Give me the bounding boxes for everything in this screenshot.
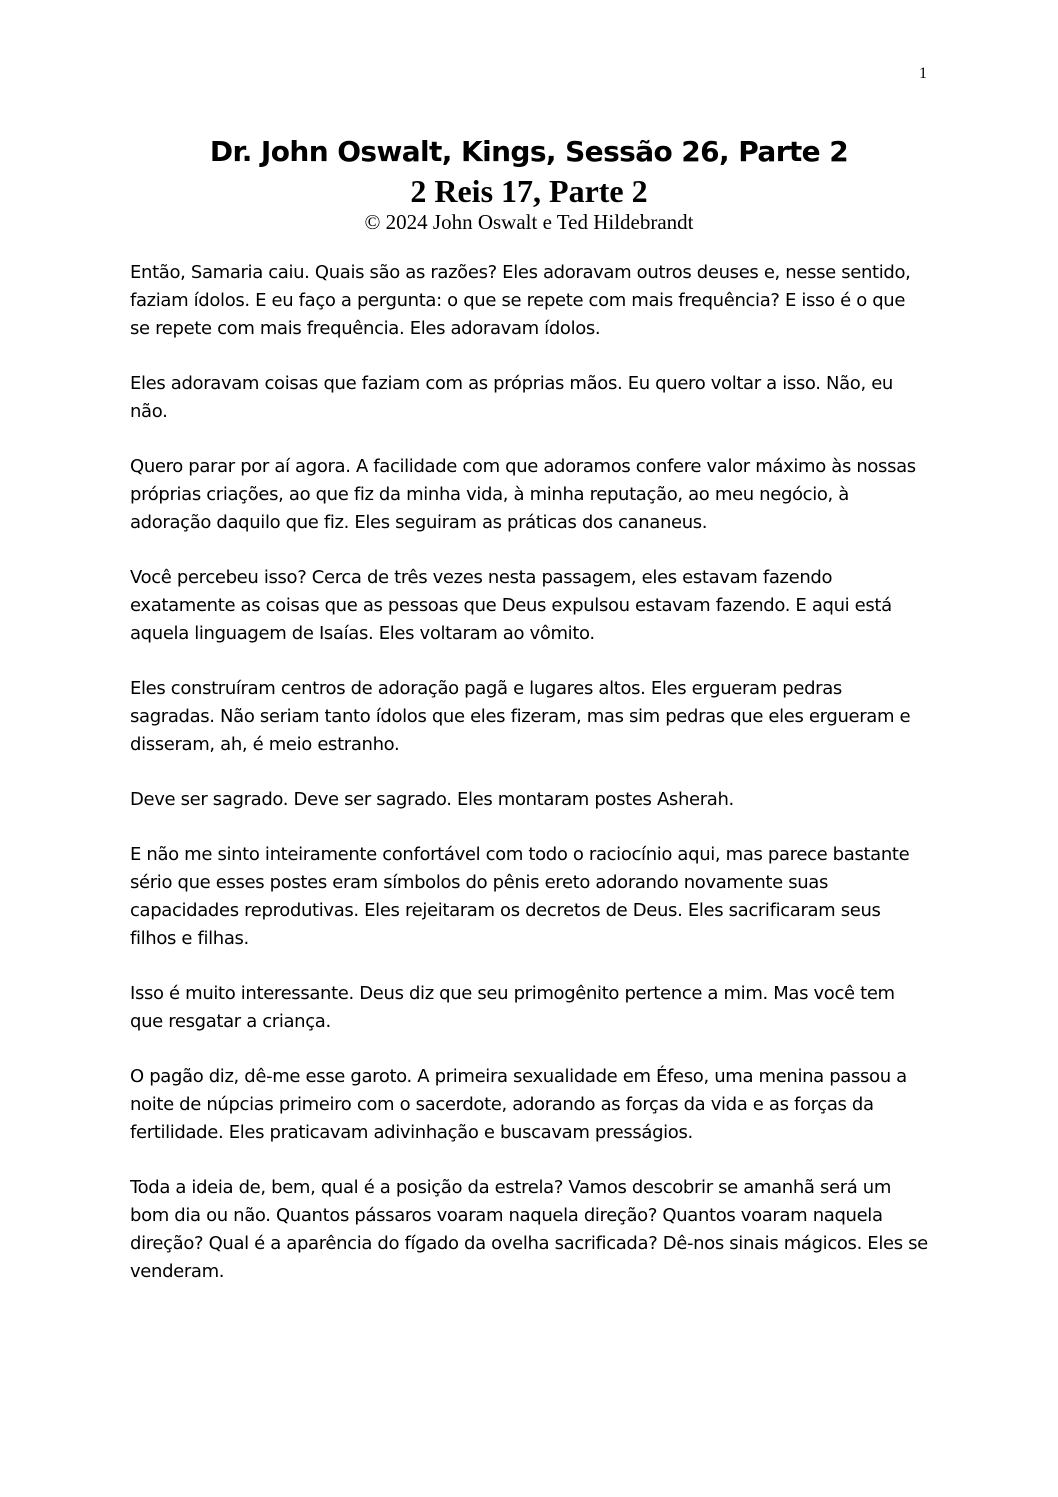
page-number: 1 <box>919 65 927 82</box>
paragraph: Eles adoravam coisas que faziam com as próprias mãos. Eu quero voltar a isso. Não, eu não. <box>130 373 893 422</box>
copyright-line: © 2024 John Oswalt e Ted Hildebrandt <box>364 210 694 234</box>
paragraph: Deve ser sagrado. Deve ser sagrado. Eles montaram postes Asherah. <box>130 789 734 810</box>
document-subtitle: 2 Reis 17, Parte 2 <box>410 173 648 209</box>
paragraph: Isso é muito interessante. Deus diz que seu primogênito pertence a mim. Mas você tem que resgatar a criança. <box>130 983 895 1032</box>
paragraph: Então, Samaria caiu. Quais são as razões? Eles adoravam outros deuses e, nesse sentido, faziam ídolos. E eu faço a pergunta: o que se repete com mais frequência? E isso é o que se repete com mais frequência. Eles adoravam ídolos. <box>130 262 911 339</box>
paragraph: Toda a ideia de, bem, qual é a posição da estrela? Vamos descobrir se amanhã será um bom dia ou não. Quantos pássaros voaram naquela direção? Quantos voaram naquela direção? Qual é a aparência do fígado da ovelha sacrificada? Dê-nos sinais mágicos. Eles se venderam. <box>130 1177 928 1282</box>
document-title: Dr. John Oswalt, Kings, Sessão 26, Parte 2 <box>209 135 849 168</box>
document-body <box>130 259 930 1313</box>
paragraph: Você percebeu isso? Cerca de três vezes nesta passagem, eles estavam fazendo exatamente as coisas que as pessoas que Deus expulsou estavam fazendo. E aqui está aquela linguagem de Isaías. Eles voltaram ao vômito. <box>130 567 892 644</box>
paragraph: E não me sinto inteiramente confortável com todo o raciocínio aqui, mas parece bastante sério que esses postes eram símbolos do pênis ereto adorando novamente suas capacidades reprodutivas. Eles rejeitaram os decretos de Deus. Eles sacrificaram seus filhos e filhas. <box>130 844 910 949</box>
paragraph: Eles construíram centros de adoração pagã e lugares altos. Eles ergueram pedras sagradas. Não seriam tanto ídolos que eles fizeram, mas sim pedras que eles ergueram e disseram, ah, é meio estranho. <box>130 678 911 755</box>
paragraph: O pagão diz, dê-me esse garoto. A primeira sexualidade em Éfeso, uma menina passou a noite de núpcias primeiro com o sacerdote, adorando as forças da vida e as forças da fertilidade. Eles praticavam adivinhação e buscavam presságios. <box>130 1066 907 1143</box>
document-header <box>0 132 1058 234</box>
paragraph: Quero parar por aí agora. A facilidade com que adoramos confere valor máximo às nossas próprias criações, ao que fiz da minha vida, à minha reputação, ao meu negócio, à adoração daquilo que fiz. Eles seguiram as práticas dos cananeus. <box>130 456 916 533</box>
